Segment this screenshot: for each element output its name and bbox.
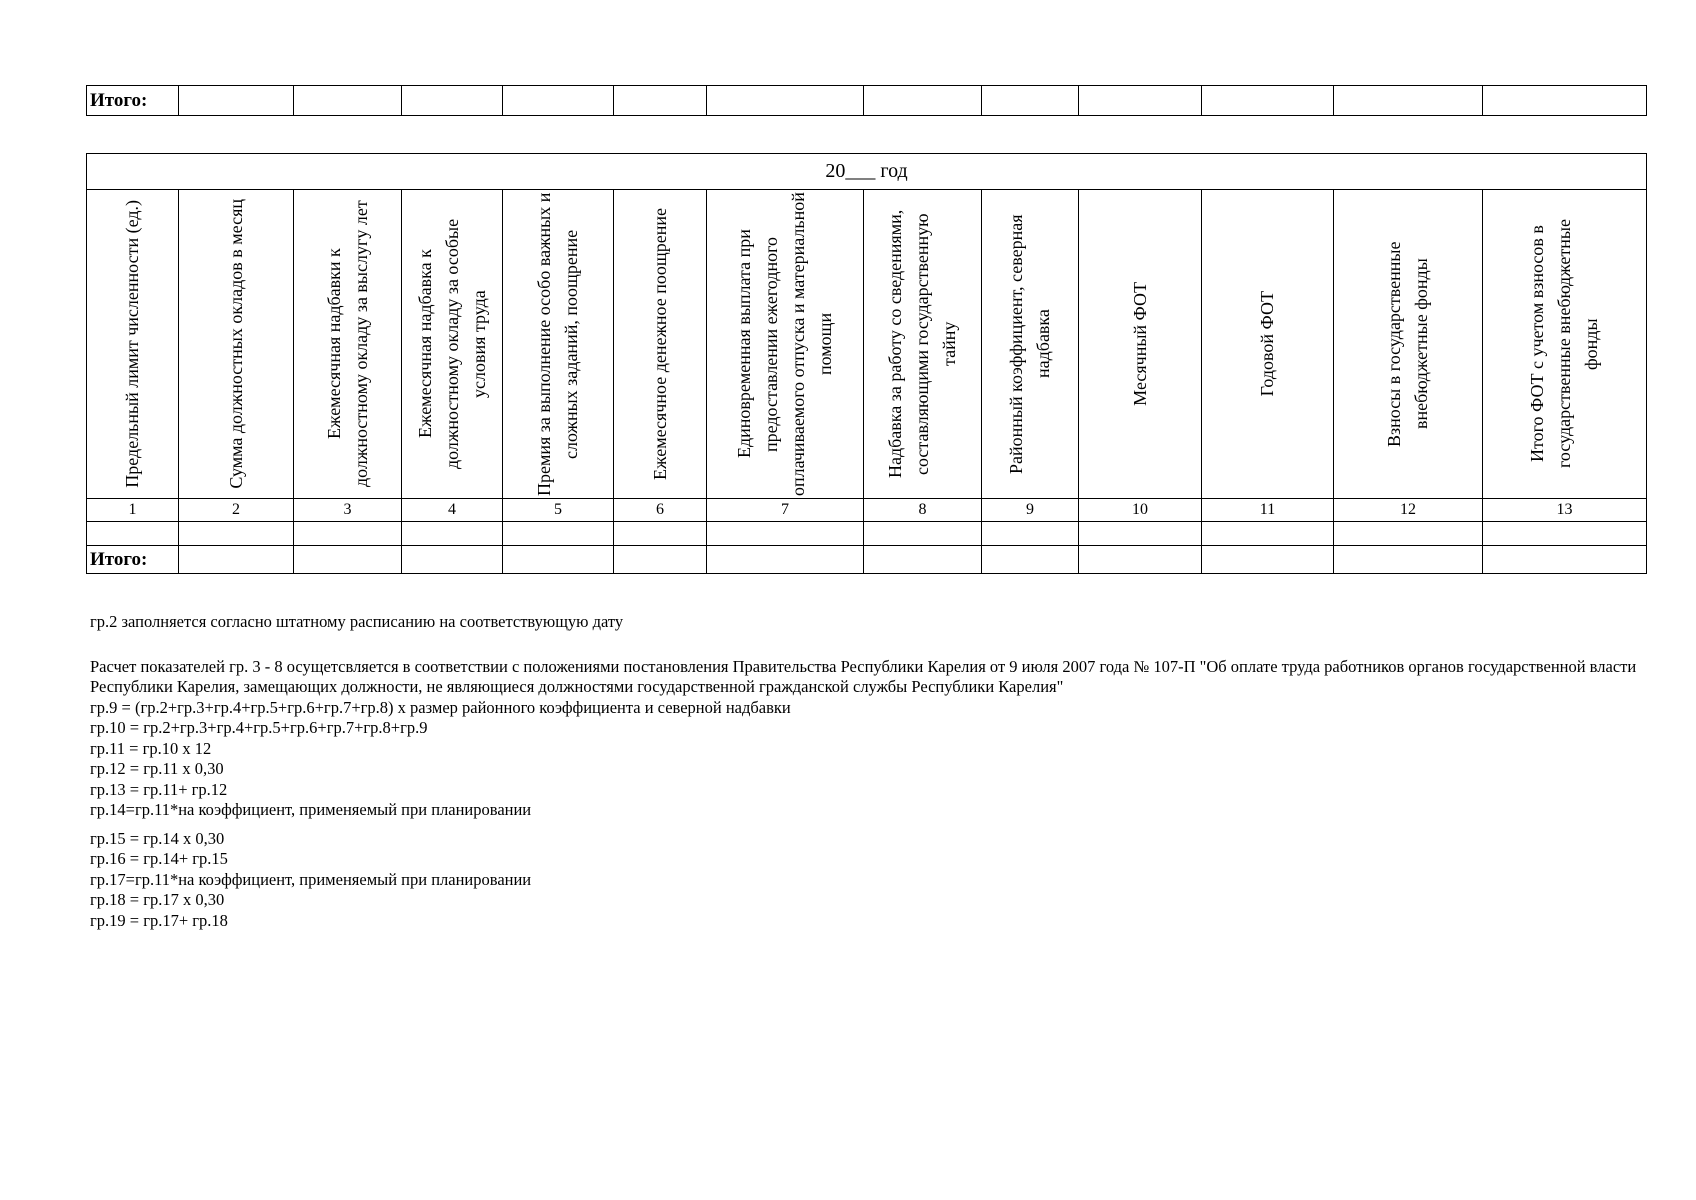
column-title: Надбавка за работу со сведениями, составляющими государственную тайну: [885, 209, 959, 479]
total-cell: [503, 546, 614, 574]
formula-line: гр.13 = гр.11+ гр.12: [90, 779, 228, 799]
formula-line: гр.11 = гр.10 х 12: [90, 738, 212, 758]
data-cell: [864, 522, 982, 546]
data-cell: [402, 522, 503, 546]
data-cell: [87, 522, 179, 546]
formula-line: гр.12 = гр.11 х 0,30: [90, 759, 224, 778]
column-number: 2: [179, 499, 294, 522]
top-total-cell: [179, 86, 294, 116]
data-cell: [1483, 522, 1647, 546]
column-title: Сумма должностных окладов в месяц: [225, 199, 246, 489]
top-total-cell: [614, 86, 707, 116]
top-total-cell: [707, 86, 864, 116]
column-title: Единовременная выплата при предоставлении ежегодного оплачиваемого отпуска и материальной помощи: [734, 192, 835, 496]
column-title: Итого ФОТ с учетом взносов в государственные внебюджетные фонды: [1527, 219, 1602, 469]
column-title: Предельный лимит численности (ед.): [122, 200, 142, 488]
column-number-row: [87, 499, 1647, 522]
top-total-cell: [1202, 86, 1334, 116]
column-header: [503, 190, 614, 499]
note-column-2: гр.2 заполняется согласно штатному расписанию на соответствующую дату: [90, 612, 624, 631]
top-total-cell: [294, 86, 402, 116]
formula-line: гр.16 = гр.14+ гр.15: [90, 849, 228, 868]
column-header: [982, 190, 1079, 499]
total-cell: [1079, 546, 1202, 574]
top-total-cell: [982, 86, 1079, 116]
column-number: 1: [87, 499, 179, 522]
column-header: [1334, 190, 1483, 499]
column-number: 10: [1079, 499, 1202, 522]
data-cell: [294, 522, 402, 546]
column-number: 6: [614, 499, 707, 522]
column-number: 9: [982, 499, 1079, 522]
column-header: [179, 190, 294, 499]
column-title: Месячный ФОТ: [1129, 282, 1150, 406]
formula-line: гр.14=гр.11*на коэффициент, применяемый при планировании: [90, 800, 532, 819]
column-title: Ежемесячное денежное поощрение: [649, 208, 670, 480]
formula-line: гр.19 = гр.17+ гр.18: [90, 910, 228, 930]
column-header: [614, 190, 707, 499]
total-cell: [707, 546, 864, 574]
formula-line: гр.15 = гр.14 х 0,30: [90, 828, 225, 848]
top-total-table: [86, 85, 1647, 116]
column-title: Ежемесячная надбавка к должностному окладу за особые условия труда: [414, 218, 489, 470]
top-total-label: Итого:: [87, 86, 179, 116]
column-number: 3: [294, 499, 402, 522]
column-header: [1202, 190, 1334, 499]
total-cell: [179, 546, 294, 574]
note-calculation: Расчет показателей гр. 3 - 8 осущетсвляется в соответствии с положениями постановления Правительства Республики Карелия от 9 июля 2007 года № 107-П "Об оплате труда работников органов государственной власти Республики Карелия, замещающих должности, не являющиеся должностями государственной гражданской службы Республики Карелия": [90, 656, 1637, 696]
total-label: Итого:: [87, 546, 179, 574]
data-cell: [179, 522, 294, 546]
formula-line: гр.18 = гр.17 х 0,30: [90, 890, 225, 909]
total-cell: [1483, 546, 1647, 574]
column-header: [402, 190, 503, 499]
top-total-cell: [1483, 86, 1647, 116]
year-header: 20___ год: [87, 154, 1647, 190]
column-title: Премия за выполнение особо важных и сложных заданий, поощрение: [534, 192, 581, 496]
column-header: [864, 190, 982, 499]
top-total-cell: [864, 86, 982, 116]
column-number: 5: [503, 499, 614, 522]
total-cell: [1334, 546, 1483, 574]
data-cell: [614, 522, 707, 546]
data-cell: [1202, 522, 1334, 546]
total-cell: [294, 546, 402, 574]
column-number: 4: [402, 499, 503, 522]
total-cell: [982, 546, 1079, 574]
column-title: Годовой ФОТ: [1257, 291, 1277, 397]
column-header: [294, 190, 402, 499]
column-header: [707, 190, 864, 499]
column-header: [1079, 190, 1202, 499]
formula-line: гр.10 = гр.2+гр.3+гр.4+гр.5+гр.6+гр.7+гр.8+гр.9: [90, 718, 428, 737]
column-number: 7: [707, 499, 864, 522]
formula-line: гр.17=гр.11*на коэффициент, применяемый при планировании: [90, 869, 532, 889]
column-title: Ежемесячная надбавки к должностному окладу за выслугу лет: [323, 200, 371, 488]
total-cell: [864, 546, 982, 574]
total-cell: [614, 546, 707, 574]
top-total-cell: [1079, 86, 1202, 116]
formula-line: гр.9 = (гр.2+гр.3+гр.4+гр.5+гр.6+гр.7+гр.8) х размер районного коэффициента и северной надбавки: [90, 697, 791, 717]
column-header-row: [87, 190, 1647, 499]
column-number: 13: [1483, 499, 1647, 522]
data-cell: [707, 522, 864, 546]
top-total-cell: [503, 86, 614, 116]
data-cell: [503, 522, 614, 546]
year-row: [87, 154, 1647, 190]
notes-section: [90, 612, 1650, 931]
total-cell: [402, 546, 503, 574]
column-number: 12: [1334, 499, 1483, 522]
column-header: [87, 190, 179, 499]
column-number: 8: [864, 499, 982, 522]
column-header: [1483, 190, 1647, 499]
blank-data-row: [87, 522, 1647, 546]
column-number: 11: [1202, 499, 1334, 522]
top-total-cell: [1334, 86, 1483, 116]
data-cell: [982, 522, 1079, 546]
top-total-cell: [402, 86, 503, 116]
total-cell: [1202, 546, 1334, 574]
column-title: Районный коэффициент, северная надбавка: [1006, 214, 1053, 474]
total-row: [87, 546, 1647, 574]
fot-table: [86, 153, 1647, 574]
data-cell: [1334, 522, 1483, 546]
column-title: Взносы в государственные внебюджетные фонды: [1384, 241, 1431, 447]
top-total-row: [87, 86, 1647, 116]
data-cell: [1079, 522, 1202, 546]
